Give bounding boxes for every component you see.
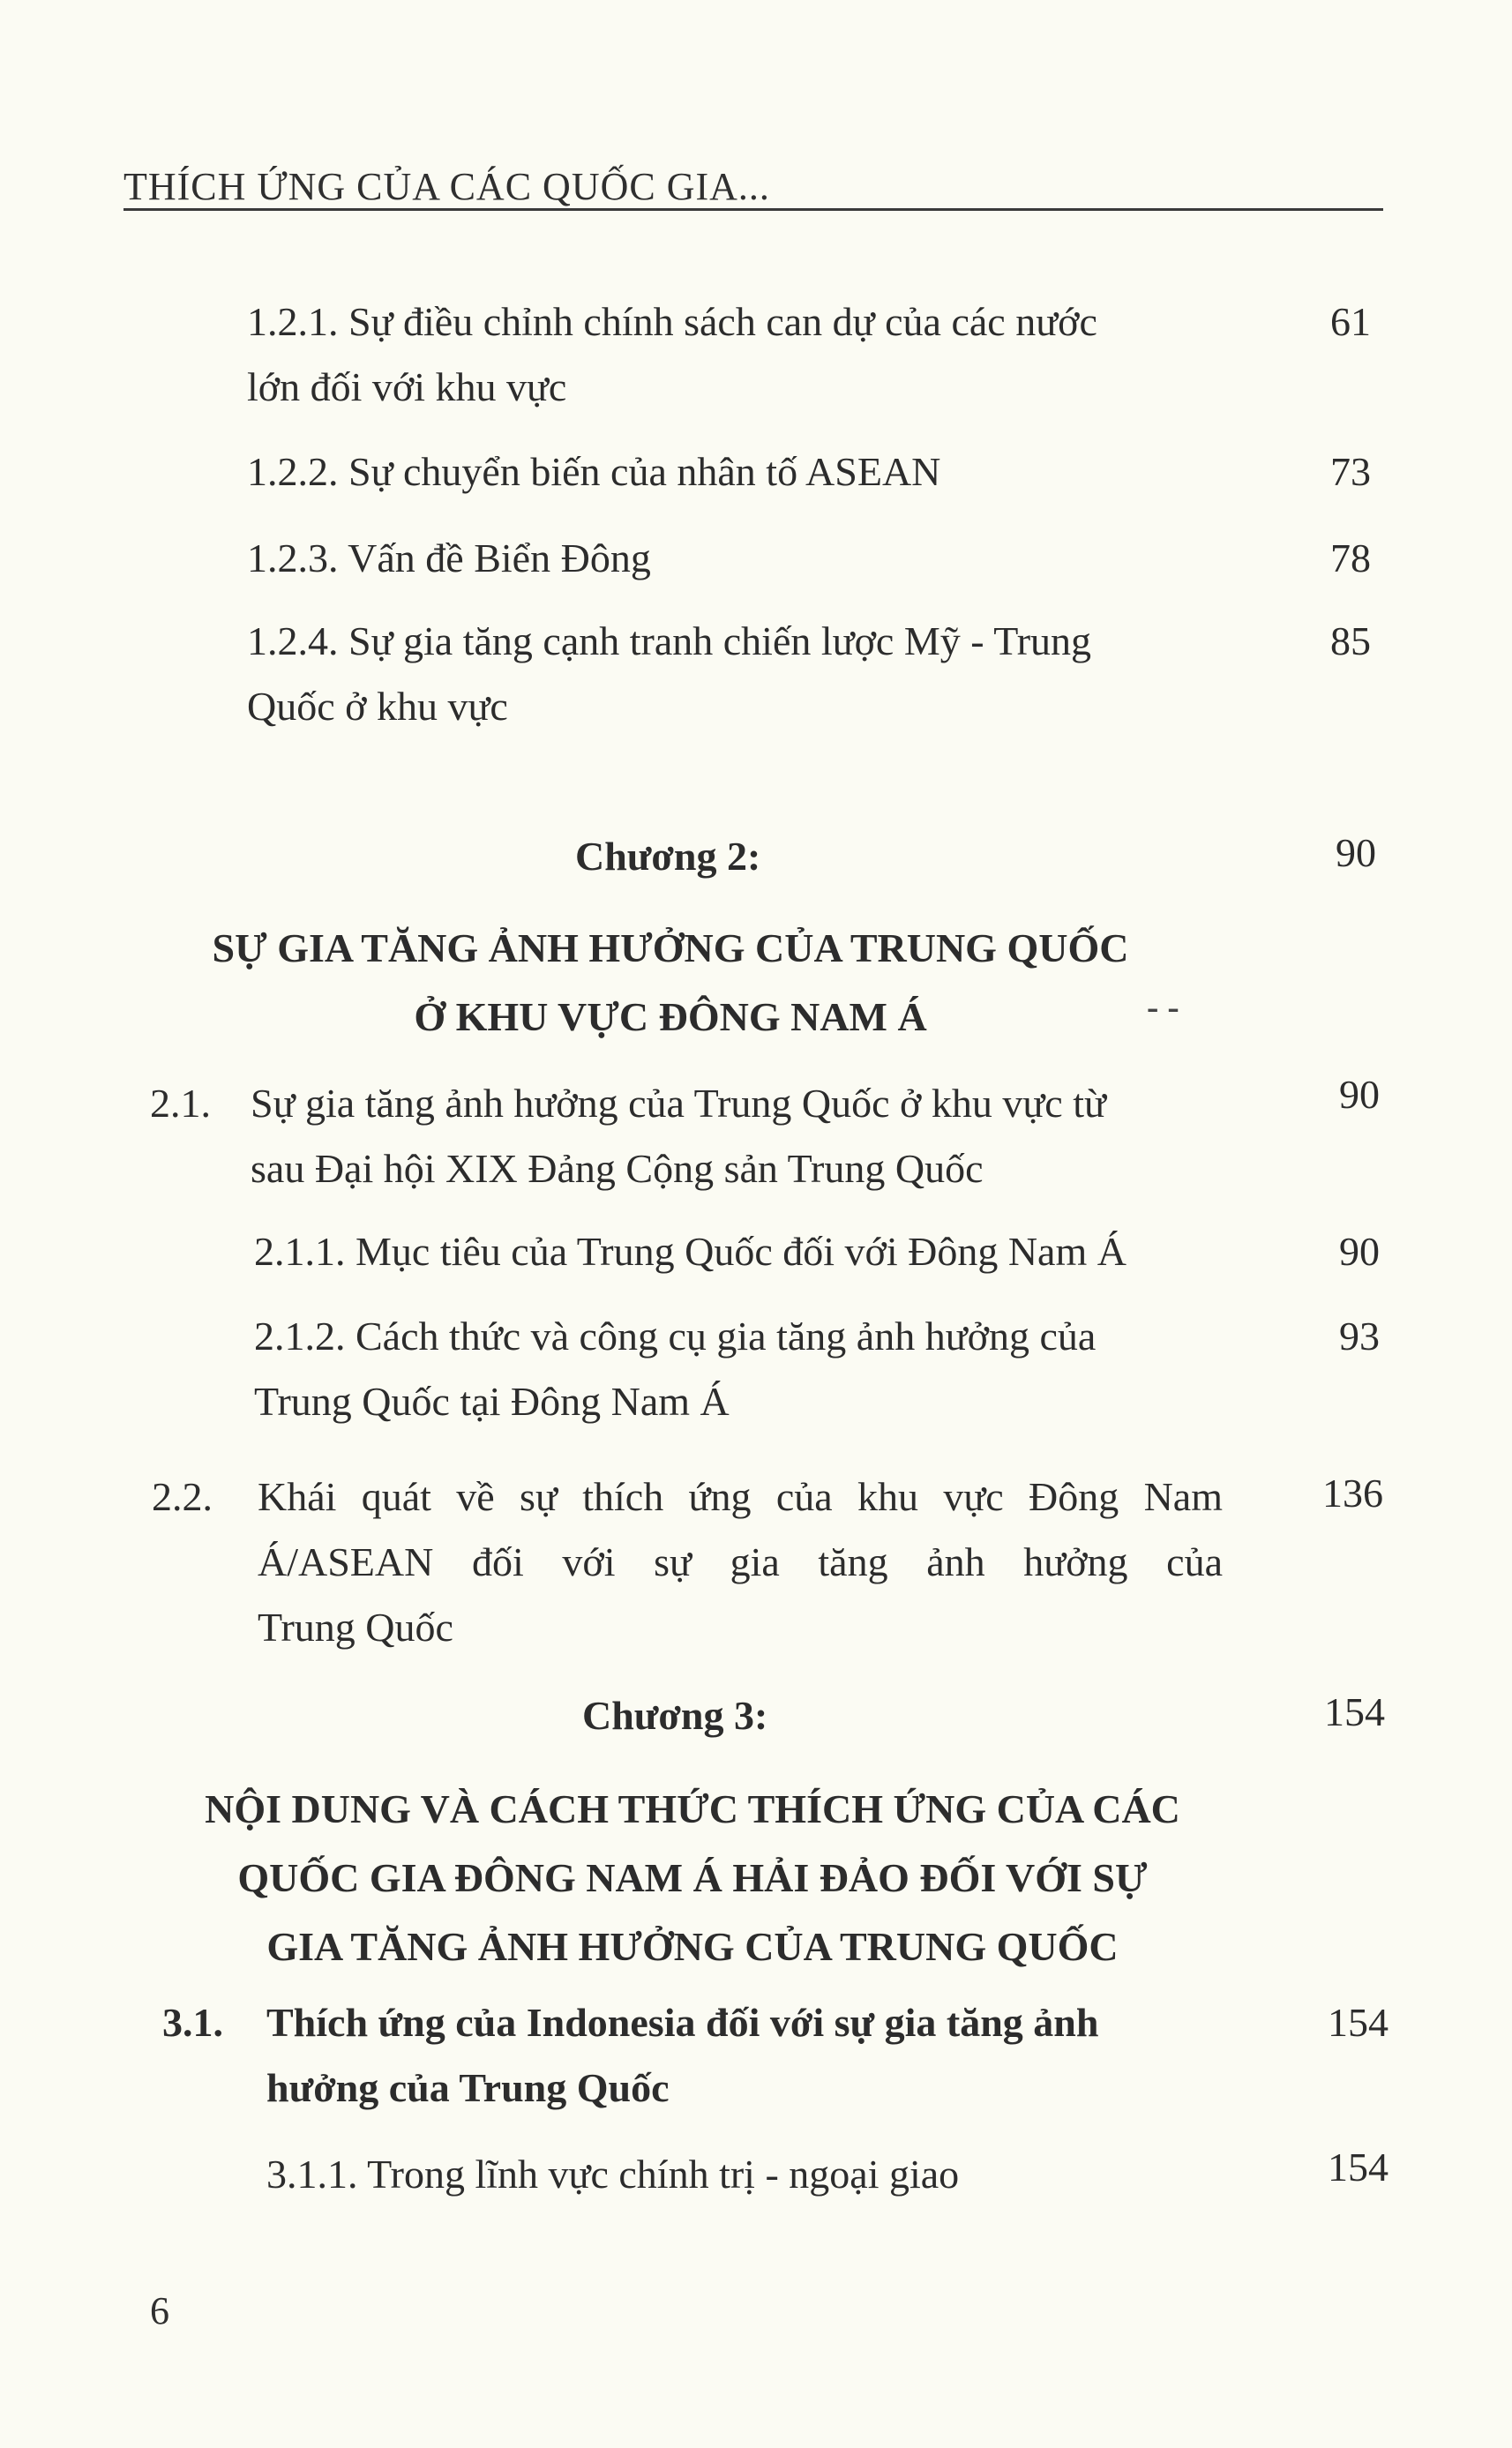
toc-entry-2-1 (251, 1071, 1106, 1202)
toc-entry-line: Trung Quốc tại Đông Nam Á (254, 1379, 730, 1424)
chapter-3-label: Chương 3: (582, 1693, 768, 1738)
chapter-2-label: Chương 2: (575, 834, 761, 879)
page-folio: 6 (150, 2289, 169, 2332)
toc-entry-2-1-1 (254, 1219, 1127, 1284)
page-number: 85 (1330, 618, 1371, 663)
toc-entry-3-1 (266, 1990, 1098, 2121)
page-number: 136 (1322, 1471, 1383, 1516)
chapter-title-line: Ở KHU VỰC ĐÔNG NAM Á (414, 994, 927, 1039)
toc-entry-line: 1.2.3. Vấn đề Biển Đông (247, 535, 651, 580)
toc-entry-1-2-3 (247, 526, 651, 591)
toc-entry-line: Trung Quốc (258, 1605, 453, 1650)
page-number: 90 (1339, 1072, 1380, 1117)
toc-entry-1-2-4 (247, 609, 1091, 739)
section-number: 2.2. (152, 1474, 213, 1519)
toc-entry-line: 2.1.2. Cách thức và công cụ gia tăng ảnh hưởng của (254, 1314, 1097, 1359)
chapter-title-line: QUỐC GIA ĐÔNG NAM Á HẢI ĐẢO ĐỐI VỚI SỰ (237, 1855, 1148, 1900)
toc-entry-line: 1.2.1. Sự điều chỉnh chính sách can dự của các nước (247, 299, 1097, 344)
toc-entry-line: Quốc ở khu vực (247, 684, 508, 729)
toc-entry-line: Á/ASEAN đối với sự gia tăng ảnh hưởng của (258, 1539, 1223, 1584)
chapter-3-title (150, 1775, 1235, 1981)
page-number: 154 (1328, 2145, 1388, 2190)
toc-entry-line: 2.1.1. Mục tiêu của Trung Quốc đối với Đông Nam Á (254, 1229, 1127, 1274)
toc-entry-line: hưởng của Trung Quốc (266, 2065, 670, 2110)
toc-entry-1-2-1 (247, 289, 1097, 420)
page-number: 61 (1330, 299, 1371, 344)
toc-entry-line: Thích ứng của Indonesia đối với sự gia tăng ảnh (266, 2000, 1099, 2045)
toc-entry-1-2-2 (247, 439, 940, 505)
page-number: 154 (1328, 2000, 1388, 2045)
toc-entry-line: Sự gia tăng ảnh hưởng của Trung Quốc ở khu vực từ (251, 1081, 1106, 1126)
chapter-title-line: GIA TĂNG ẢNH HƯỞNG CỦA TRUNG QUỐC (266, 1924, 1119, 1969)
section-number: 2.1. (150, 1081, 211, 1126)
page-number: 90 (1339, 1229, 1380, 1274)
section-number: 3.1. (162, 2000, 223, 2045)
page-number: 93 (1339, 1314, 1380, 1359)
stray-mark: - - (1147, 987, 1179, 1027)
toc-entry-line: 1.2.4. Sự gia tăng cạnh tranh chiến lược Mỹ - Trung (247, 618, 1092, 663)
chapter-title-line: SỰ GIA TĂNG ẢNH HƯỞNG CỦA TRUNG QUỐC (212, 925, 1129, 970)
toc-entry-line: 3.1.1. Trong lĩnh vực chính trị - ngoại giao (266, 2152, 960, 2197)
chapter-2-title (150, 914, 1191, 1052)
running-head: THÍCH ỨNG CỦA CÁC QUỐC GIA... (124, 165, 770, 208)
toc-entry-line: 1.2.2. Sự chuyển biến của nhân tố ASEAN (247, 449, 941, 494)
page-number: 78 (1330, 535, 1371, 580)
toc-entry-2-1-2 (254, 1304, 1096, 1434)
page-number: 154 (1324, 1689, 1385, 1734)
page-number: 90 (1336, 830, 1376, 875)
toc-entry-3-1-1 (266, 2142, 959, 2207)
chapter-title-line: NỘI DUNG VÀ CÁCH THỨC THÍCH ỨNG CỦA CÁC (205, 1786, 1180, 1831)
toc-entry-line: sau Đại hội XIX Đảng Cộng sản Trung Quốc (251, 1146, 984, 1191)
header-rule (124, 208, 1383, 211)
page-number: 73 (1330, 449, 1371, 494)
toc-entry-line: lớn đối với khu vực (247, 364, 567, 409)
toc-entry-2-2 (258, 1464, 1223, 1660)
toc-entry-line: Khái quát về sự thích ứng của khu vực Đông Nam (258, 1474, 1223, 1519)
